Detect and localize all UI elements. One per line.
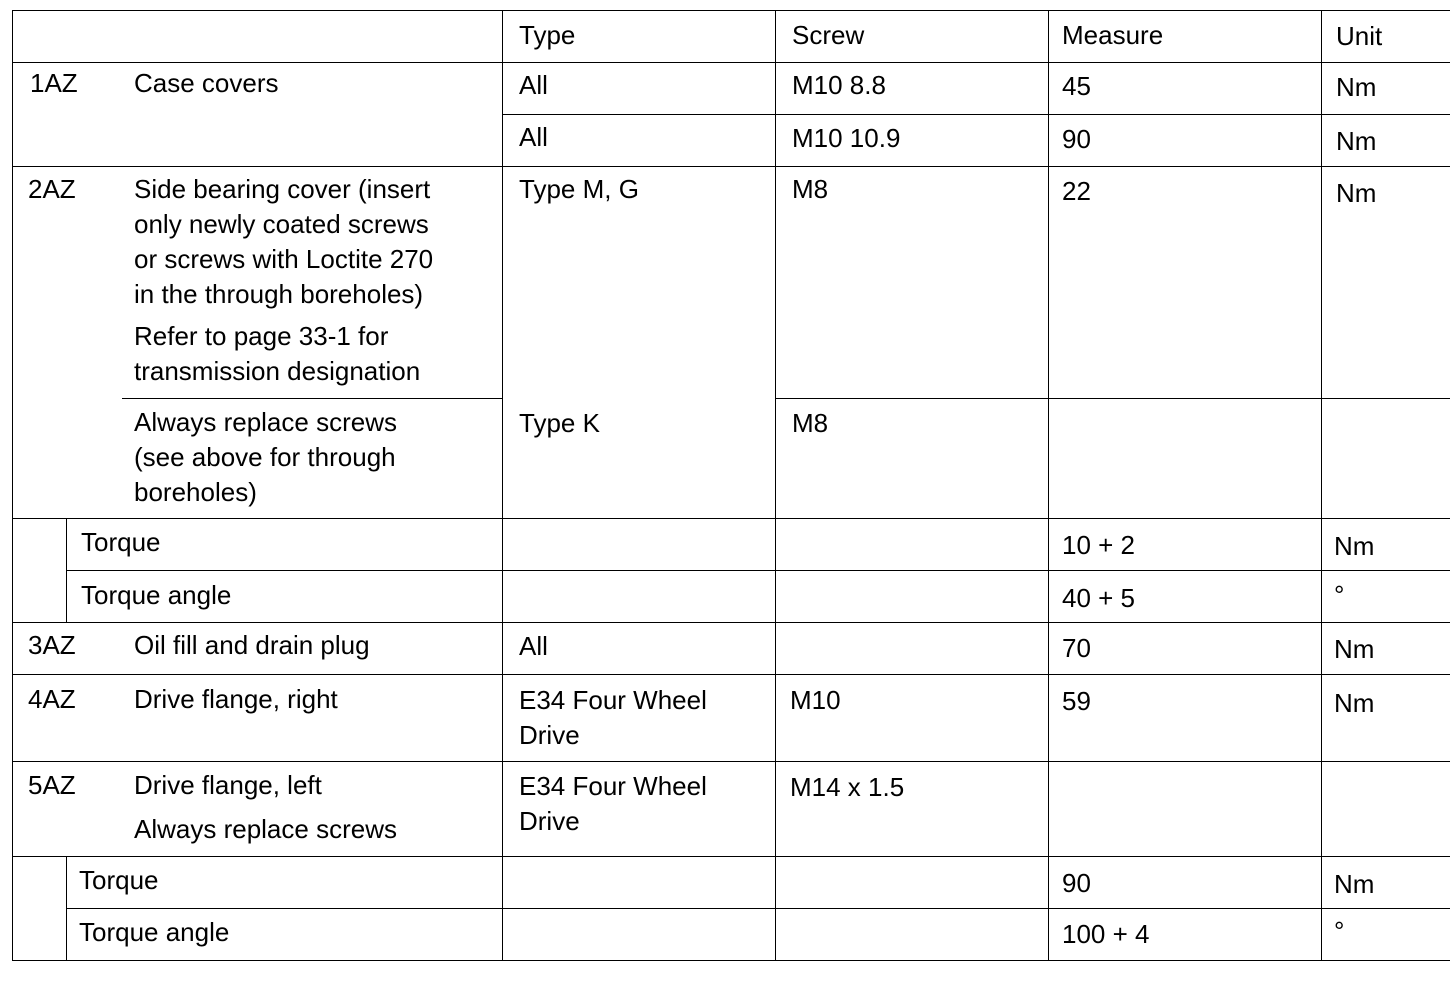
row-divider: [12, 10, 1450, 11]
table-cell-description: Drive flange, left: [134, 770, 322, 800]
column-header-unit: Unit: [1336, 21, 1383, 51]
table-cell-screw: M10: [790, 685, 841, 715]
table-cell-description: Oil fill and drain plug: [134, 630, 370, 660]
table-cell-unit: Nm: [1334, 688, 1375, 718]
table-cell-screw: M8: [792, 408, 829, 438]
table-cell-note-line: transmission designation: [134, 356, 421, 386]
table-cell-screw: M10 8.8: [792, 70, 886, 100]
row-divider: [12, 856, 1450, 857]
table-cell-unit: °: [1334, 916, 1345, 946]
table-cell-code: 2AZ: [28, 174, 76, 204]
table-cell-code: 3AZ: [28, 630, 76, 660]
row-divider: [12, 518, 1450, 519]
row-divider: [12, 761, 1450, 762]
table-cell-type-line: Drive: [519, 806, 580, 836]
table-cell-description: Torque: [81, 527, 161, 557]
table-cell-type: All: [519, 122, 548, 152]
table-cell-type: All: [519, 631, 548, 661]
column-divider: [12, 10, 13, 960]
column-header-screw: Screw: [792, 20, 865, 50]
table-cell-type: All: [519, 70, 548, 100]
table-cell-type: Type K: [519, 408, 600, 438]
table-cell-measure: 40 + 5: [1062, 583, 1136, 613]
table-cell-screw: M14 x 1.5: [790, 772, 905, 802]
table-cell-screw: M8: [792, 174, 829, 204]
table-cell-description-line: Always replace screws: [134, 407, 397, 437]
table-cell-measure: 22: [1062, 176, 1091, 206]
table-cell-measure: 59: [1062, 686, 1091, 716]
table-cell-note: Always replace screws: [134, 814, 397, 844]
table-cell-type-line: E34 Four Wheel: [519, 685, 707, 715]
table-cell-description: Torque angle: [81, 580, 232, 610]
table-cell-description-line: or screws with Loctite 270: [134, 244, 434, 274]
column-divider: [66, 856, 67, 960]
table-cell-measure: 100 + 4: [1062, 919, 1150, 949]
table-cell-unit: Nm: [1334, 869, 1375, 899]
row-divider: [66, 570, 1450, 571]
table-cell-unit: Nm: [1334, 531, 1375, 561]
row-divider: [12, 622, 1450, 623]
table-cell-description-line: (see above for through: [134, 442, 396, 472]
table-cell-description: Torque: [79, 865, 159, 895]
table-cell-description: Case covers: [134, 68, 279, 98]
table-cell-code: 1AZ: [30, 68, 78, 98]
table-cell-description-line: in the through boreholes): [134, 279, 424, 309]
column-header-type: Type: [519, 20, 576, 50]
table-cell-unit: Nm: [1336, 126, 1377, 156]
table-cell-note-line: Refer to page 33-1 for: [134, 321, 389, 351]
table-cell-type: Type M, G: [519, 174, 639, 204]
row-divider: [12, 674, 1450, 675]
table-cell-unit: °: [1334, 580, 1345, 610]
row-divider: [12, 166, 1450, 167]
column-divider: [1048, 10, 1049, 960]
row-divider: [122, 398, 502, 399]
table-cell-code: 5AZ: [28, 770, 76, 800]
table-cell-measure: 70: [1062, 633, 1091, 663]
table-cell-measure: 90: [1062, 124, 1091, 154]
column-divider: [66, 518, 67, 622]
row-divider: [66, 908, 1450, 909]
table-cell-description-line: Side bearing cover (insert: [134, 174, 431, 204]
column-divider: [1321, 10, 1322, 960]
row-divider: [12, 960, 1450, 961]
table-cell-code: 4AZ: [28, 684, 76, 714]
table-cell-measure: 90: [1062, 868, 1091, 898]
table-cell-measure: 10 + 2: [1062, 530, 1136, 560]
column-divider: [502, 10, 503, 960]
table-cell-description-line: boreholes): [134, 477, 257, 507]
row-divider: [12, 62, 1450, 63]
table-cell-type-line: Drive: [519, 720, 580, 750]
table-cell-unit: Nm: [1334, 634, 1375, 664]
table-cell-description: Drive flange, right: [134, 684, 338, 714]
table-cell-unit: Nm: [1336, 178, 1377, 208]
table-cell-screw: M10 10.9: [792, 123, 901, 153]
table-cell-type-line: E34 Four Wheel: [519, 771, 707, 801]
table-cell-description-line: only newly coated screws: [134, 209, 429, 239]
table-cell-description: Torque angle: [79, 917, 230, 947]
column-header-measure: Measure: [1062, 20, 1164, 50]
table-cell-measure: 45: [1062, 71, 1091, 101]
row-divider: [775, 398, 1450, 399]
row-divider: [502, 114, 1450, 115]
column-divider: [775, 10, 776, 960]
table-cell-unit: Nm: [1336, 72, 1377, 102]
